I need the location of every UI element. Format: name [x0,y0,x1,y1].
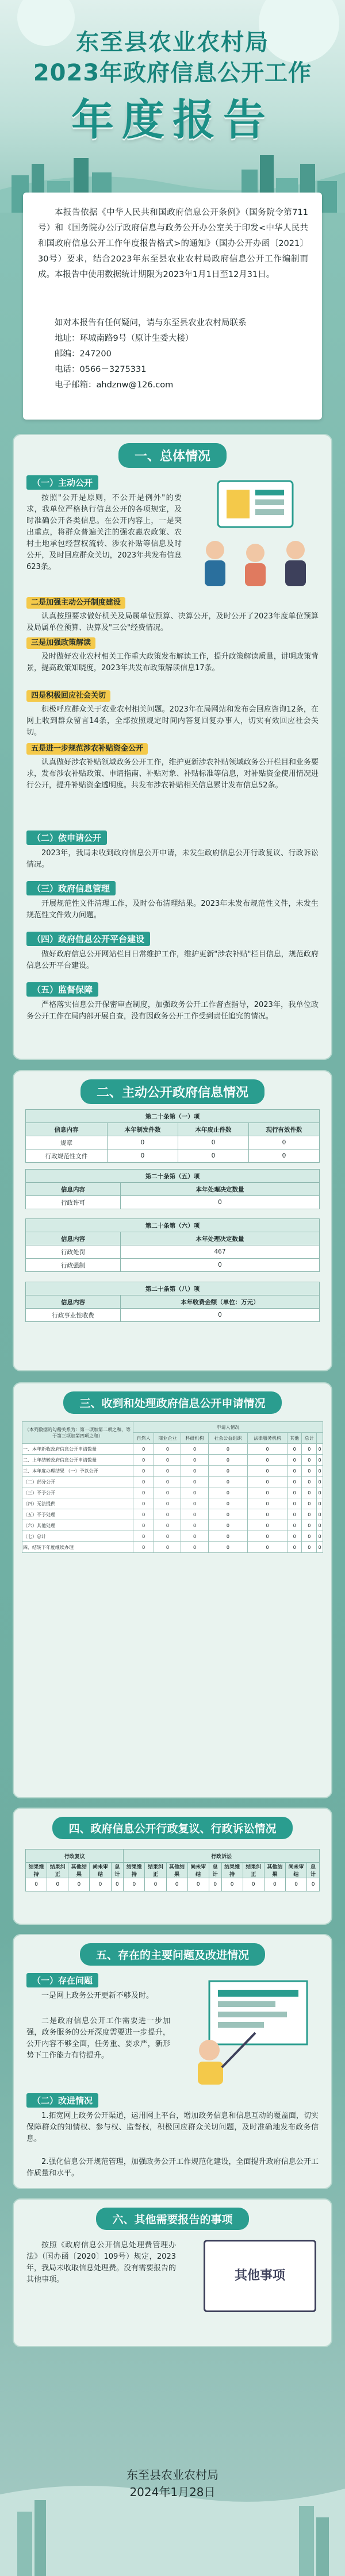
cell-value: 0 [181,1498,208,1509]
sub-head-supervision: （五）监督保障 [26,982,98,997]
cell-value: 0 [302,1509,317,1520]
table-rules [25,1109,320,1163]
cell-value: 0 [133,1444,154,1455]
table-row: 行政事业性收费 0 [26,1309,320,1322]
cell-value: 0 [154,1498,181,1509]
cell-value: 0 [26,1878,47,1891]
col-header: 自然人 [133,1433,154,1444]
cell-value: 0 [208,1444,248,1455]
col-header: 结果纠正 [145,1863,166,1878]
col-header: 总计 [307,1863,320,1878]
col-header: 信息内容 [26,1295,121,1309]
cell-value: 0 [302,1531,317,1542]
contact-email[interactable]: 电子邮箱：ahdznw@126.com [55,380,174,390]
row-label: （七）总计 [22,1531,133,1542]
cell-value: 0 [208,1531,248,1542]
table-caption: 第二十条第（六）项 [26,1219,320,1232]
cell-value: 0 [302,1542,317,1553]
contact-intro: 如对本报告有任何疑问，请与东至县农业农村局联系 [55,318,247,328]
review-table [25,1849,320,1891]
cell-value: 0 [181,1477,208,1487]
table-row [22,1542,323,1553]
footer [0,2443,345,2576]
col-header [317,1433,323,1444]
cell-value: 0 [302,1498,317,1509]
cell-value: 0 [133,1477,154,1487]
cell-value: 0 [154,1477,181,1487]
other-matters-badge-board [204,2240,316,2312]
row-label: 四、结转下年度继续办理 [22,1542,133,1553]
review-col-row [26,1863,320,1878]
row-label: 二、上年结转政府信息公开申请数量 [22,1455,133,1466]
cell-value: 0 [287,1455,302,1466]
section-review [13,1808,332,1925]
col-header: 结果维持 [124,1863,145,1878]
sub-head-on-request: （二）依申请公开 [26,831,107,845]
cell-value: 0 [166,1878,187,1891]
cell-value: 0 [287,1498,302,1509]
cell-value: 0 [154,1509,181,1520]
supervision-text: 严格落实信息公开保密审查制度，加强政务公开工作督查指导，2023年，我单位政务公开工作在局内部开展自查，没有因政务公开工作受到责任追究的情况。 [26,1001,319,1021]
problems-text-1: 一是网上政务公开更新不够及时。 [41,1991,154,2000]
cell-value: 0 [307,1878,320,1891]
col-header: 申请人情况 [133,1422,323,1433]
section-other [13,2198,332,2347]
cell-value: 0 [208,1466,248,1477]
cell-value: 0 [248,1498,288,1509]
cell-value: 0 [302,1466,317,1477]
cell-value: 0 [181,1509,208,1520]
cell-value: 0 [248,1520,288,1531]
cell-value: 0 [302,1455,317,1466]
table-row: 行政许可 0 [26,1196,320,1209]
contact-address: 地址：环城南路9号（原计生委大楼） [55,334,194,343]
table-caption: 第二十条第（一）项 [26,1110,320,1123]
col-header: 结果维持 [221,1863,243,1878]
row-label: （六）其他处理 [22,1520,133,1531]
row-label: 三、本年度办理结果 （一）予以公开 [22,1466,133,1477]
section-review-title: 四、政府信息公开行政复议、行政诉讼情况 [14,1817,331,1839]
cell-value: 0 [208,1455,248,1466]
cell-value: 0 [317,1466,323,1477]
table-row: 行政强制 0 [26,1259,320,1272]
col-header: 本年处理决定数量 [121,1232,320,1245]
cell-value: 0 [287,1477,302,1487]
cell-value: 0 [248,1455,288,1466]
cell-value: 0 [181,1487,208,1498]
improvement-text-1: 1.拓宽网上政务公开渠道，运用网上平台，增加政务信息和信息互动的覆盖面，切实保障群众的知情权、参与权、监督权，积极回应群众关切问题，及时准确地发布政务信息。 [26,2112,319,2143]
table-row [22,1498,323,1509]
cell-value: 0 [208,1498,248,1509]
cell-value: 0 [317,1455,323,1466]
contact-phone: 电话：0566－3275331 [55,365,147,374]
cell-value: 0 [208,1542,248,1553]
cell-value: 0 [208,1477,248,1487]
cell-value: 0 [221,1878,243,1891]
col-header: 商业企业 [154,1433,181,1444]
col-header: 总计 [111,1863,124,1878]
footer-date: 2024年1月28日 [129,2485,216,2499]
cell-value: 0 [154,1542,181,1553]
col-header: 总计 [302,1433,317,1444]
intro-paragraph: 本报告依据《中华人民共和国政府信息公开条例》（国务院令第711号）和《国务院办公厅政府信息与政务公开办公室关于印发<中华人民共和国政府信息公开工作年度报告格式>的通知》（国办公开办函〔2021〕30号）要求，结合2023年东至县农业农村局政府信息公开工作编制而成。本报告中使用数据统计期限为2023年1月1日至12月31日。 [38,208,308,279]
cell-value: 0 [243,1878,264,1891]
table-license [25,1169,320,1209]
col-header: 信息内容 [26,1183,121,1196]
cell-value: 0 [154,1520,181,1531]
contact-postcode-value: 247200 [79,349,112,359]
table-caption: 第二十条第（八）项 [26,1282,320,1295]
cell-value: 0 [133,1509,154,1520]
cell-value: 0 [154,1466,181,1477]
cell-value: 0 [317,1477,323,1487]
subsidy-text: 认真做好涉农补贴领域政务公开工作，维护更新涉农补贴领域政务公开栏目和业务要求，发布涉农补贴政策、申请指南、补贴对象、补贴标准等信息，对补贴资金使用情况进行公开，提升补贴资金透明度。共发布涉农补贴相关信息累计发布信息52条。 [26,758,319,790]
cell-value: 0 [133,1455,154,1466]
sub-bar-subsidy: 五是进一步规范涉农补贴资金公开 [26,743,148,755]
table-row [22,1455,323,1466]
cell-value: 0 [133,1542,154,1553]
table-row [22,1520,323,1531]
improvement-text-2: 2.强化信息公开规范管理，加强政务公开工作规范化建设，全面提升政府信息公开工作质量和水平。 [26,2158,319,2178]
sub-head-info-management: （三）政府信息管理 [26,881,116,895]
cell-value: 0 [248,1542,288,1553]
cell-value: 0 [317,1542,323,1553]
section-problems-title: 五、存在的主要问题及改进情况 [14,1943,331,1966]
platform-text: 做好政府信息公开网站栏目日常维护工作，维护更新"涉农补贴"栏目信息，规范政府信息公开平台建设。 [26,950,319,970]
col-header: 总计 [209,1863,221,1878]
col-header: 行政复议 [26,1850,124,1863]
col-header: 结果维持 [26,1863,47,1878]
table-row: 行政规范性文件 0 0 0 [26,1149,320,1163]
section-active-info [13,1070,332,1371]
meeting-illustration [192,475,319,590]
cell-value: 0 [154,1455,181,1466]
cell-value: 0 [287,1444,302,1455]
sub-head-platform: （四）政府信息公开平台建设 [26,932,150,946]
other-matters-badge: 其他事项 [234,2269,285,2283]
table-row [22,1466,323,1477]
table-row [22,1531,323,1542]
col-header: 信息内容 [26,1232,121,1245]
report-year-title: 2023年政府信息公开工作 [33,60,312,86]
cell-value: 0 [181,1520,208,1531]
report-org-title: 东至县农业农村局 [76,29,269,56]
row-label: （二）部分公开 [22,1477,133,1487]
cell-value: 0 [145,1878,166,1891]
cell-value: 0 [302,1487,317,1498]
cell-value: 0 [133,1531,154,1542]
sub-bar-response: 四是积极回应社会关切 [26,690,110,702]
problems-text-2: 二是政府信息公开工作需要进一步加强，政务服务的公开深度需要进一步提升，公开内容不够全面，任务重、要求严，新形势下工作能力有待提升。 [26,2017,170,2060]
cell-value: 0 [317,1509,323,1520]
col-header: 本年制发件数 [107,1123,178,1136]
other-text: 按照《政府信息公开信息处理费管理办法》（国办函〔2020〕109号）规定，2023年，我局未收取信息处理费。没有需要报告的其他事项。 [26,2241,177,2284]
footer-org: 东至县农业农村局 [126,2468,218,2482]
response-text: 积极呼应群众关于农业农村相关问题。2023年在局网站和发布会回应咨询12条，在网上收到群众留言14条，全部按照规定时间内答复回复办事人，切实有效回应社会关切。 [26,705,319,737]
col-header: 其他结果 [166,1863,187,1878]
cell-value: 0 [111,1878,124,1891]
cell-value: 0 [317,1444,323,1455]
cell-value: 0 [287,1542,302,1553]
cell-value: 0 [181,1455,208,1466]
cell-value: 0 [285,1878,306,1891]
col-header: 尚未审结 [285,1863,306,1878]
row-label: （三）不予公开 [22,1487,133,1498]
contact-postcode [38,347,308,362]
cell-value: 0 [248,1487,288,1498]
table-row: 规章 0 0 0 [26,1136,320,1149]
cell-value: 0 [302,1477,317,1487]
cell-value: 0 [317,1498,323,1509]
col-header: （本列数据的勾稽关系为：第一项加第二项之和，等于第三项加第四项之和） [22,1422,133,1444]
sub-head-improvements: （二）改进情况 [26,2093,98,2108]
sub-head-problems: （一）存在问题 [26,1973,98,1987]
cell-value: 0 [154,1487,181,1498]
cell-value: 0 [302,1520,317,1531]
budget-text: 认真按照要求做好机关及局属单位预算、决算公开，及时公开了2023年度单位预算及局属单位预算、决算及"三公"经费情况。 [26,612,319,632]
cell-value: 0 [317,1520,323,1531]
table-row: 行政处罚 467 [26,1245,320,1259]
cell-value: 0 [287,1509,302,1520]
sub-head-active-disclosure: （一）主动公开 [26,475,98,490]
col-header: 其他 [287,1433,302,1444]
col-header: 社会公益组织 [208,1433,248,1444]
footer-skyline-illustration [0,2443,345,2576]
cell-value: 0 [264,1878,285,1891]
table-caption: 第二十条第（五）项 [26,1170,320,1183]
section-requests [13,1382,332,1798]
col-header: 科研机构 [181,1433,208,1444]
cell-value: 0 [133,1520,154,1531]
col-header: 其他结果 [68,1863,90,1878]
col-header: 行政诉讼 [124,1850,320,1863]
intro-card [23,193,322,420]
table-penalty [25,1218,320,1272]
col-header: 法律服务机构 [248,1433,288,1444]
cell-value: 0 [133,1498,154,1509]
col-header: 信息内容 [26,1123,108,1136]
cell-value: 0 [248,1466,288,1477]
col-header: 现行有效件数 [248,1123,319,1136]
cell-value: 0 [154,1531,181,1542]
cell-value: 0 [181,1444,208,1455]
info-management-text: 开展规范性文件清理工作，及时公布清理结果。2023年未发布规范性文件，未发生规范性文件效力问题。 [26,899,319,920]
cell-value: 0 [302,1444,317,1455]
cell-value: 0 [181,1466,208,1477]
row-label: （四）无法提供 [22,1498,133,1509]
cell-value: 0 [208,1520,248,1531]
requests-table [22,1421,323,1553]
table-row [22,1444,323,1455]
cell-value: 0 [133,1487,154,1498]
table-row [26,1878,320,1891]
section-overall [13,434,332,1060]
col-header: 结果纠正 [243,1863,264,1878]
report-main-title: 年度报告 [71,95,274,145]
cell-value: 0 [317,1487,323,1498]
col-header: 本年收费金额（单位：万元） [121,1295,320,1309]
col-header: 本年处理决定数量 [121,1183,320,1196]
col-header: 结果纠正 [47,1863,68,1878]
cell-value: 0 [90,1878,111,1891]
requests-table-body [22,1444,323,1553]
table-fees [25,1282,320,1322]
cell-value: 0 [248,1444,288,1455]
cell-value: 0 [181,1542,208,1553]
section-problems [13,1934,332,2189]
cell-value: 0 [208,1509,248,1520]
on-request-text: 2023年，我局未收到政府信息公开申请，未发生政府信息公开行政复议、行政诉讼情况。 [26,849,319,869]
sub-bar-budget: 二是加强主动公开制度建设 [26,597,125,609]
table-row [22,1487,323,1498]
cell-value: 0 [287,1520,302,1531]
table-row [22,1509,323,1520]
cell-value: 0 [287,1466,302,1477]
cell-value: 0 [317,1531,323,1542]
cell-value: 0 [68,1878,90,1891]
contact-block [38,316,308,393]
section-overall-title: 一、总体情况 [14,443,331,468]
row-label: （五）不予处理 [22,1509,133,1520]
contact-postcode-label: 邮编： [55,349,80,359]
cell-value: 0 [154,1444,181,1455]
cell-value: 0 [248,1531,288,1542]
cell-value: 0 [47,1878,68,1891]
section-requests-title: 三、收到和处理政府信息公开申请情况 [14,1391,331,1414]
row-label: 一、本年新收政府信息公开申请数量 [22,1444,133,1455]
col-header: 尚未审结 [90,1863,111,1878]
active-disclosure-text: 按照"公开是原则，不公开是例外"的要求，我单位严格执行信息公开的各项规定，及时准确公开各类信息。在公开内容上，一是突出重点，将群众普遍关注的强农惠农政策、农村土地承包经营权流转、涉农补贴等信息及时公开，及时回应群众关切，2023年共发布信息623条。 [26,494,182,571]
cell-value: 0 [287,1487,302,1498]
col-header: 本年废止件数 [178,1123,248,1136]
cell-value: 0 [248,1477,288,1487]
policy-text: 及时做好农业农村相关工作重大政策发布解读工作，提升政策解读质量，讲明政策背景，提高政策知晓度，2023年共发布政策解读信息17条。 [26,652,319,672]
sub-bar-policy: 三是加强政策解读 [26,637,95,649]
cell-value: 0 [209,1878,221,1891]
cell-value: 0 [187,1878,209,1891]
cell-value: 0 [248,1509,288,1520]
section-other-title: 六、其他需要报告的事项 [14,2208,331,2230]
cell-value: 0 [208,1487,248,1498]
col-header: 尚未审结 [187,1863,209,1878]
hero-banner [0,0,345,213]
cell-value: 0 [287,1531,302,1542]
cell-value: 0 [181,1531,208,1542]
col-header: 其他结果 [264,1863,285,1878]
table-row [22,1477,323,1487]
cell-value: 0 [133,1466,154,1477]
worker-illustration [186,1970,319,2085]
cell-value: 0 [124,1878,145,1891]
section-active-info-title: 二、主动公开政府信息情况 [14,1079,331,1104]
